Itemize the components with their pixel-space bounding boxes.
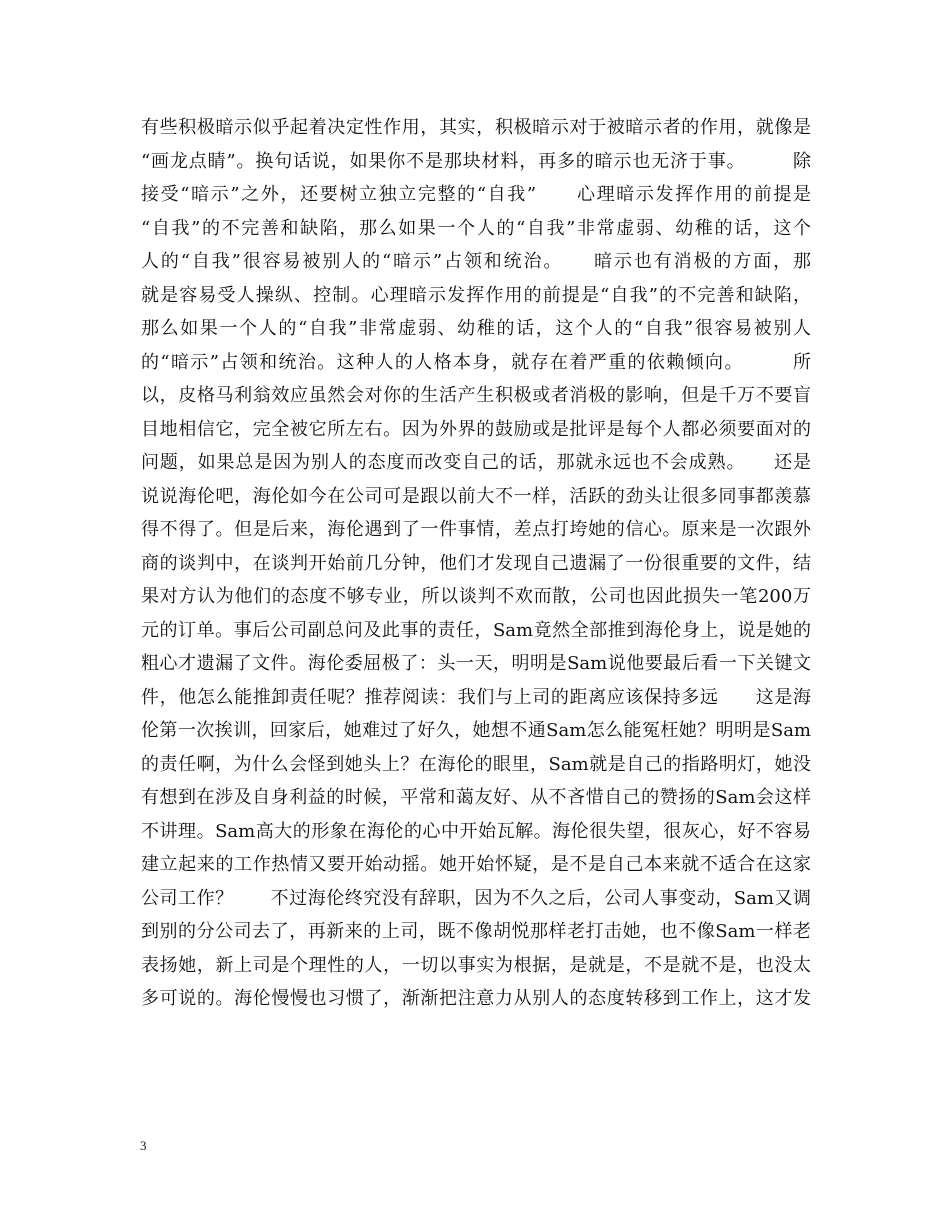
body-line: 接受“暗示”之外，还要树立独立完整的“自我” 心理暗示发挥作用的前提是 [141,184,811,205]
body-line: 公司工作？ 不过海伦终究没有辞职，因为不久之后，公司人事变动，Sam又调 [141,887,811,909]
body-line: “画龙点睛”。换句话说，如果你不是那块材料，再多的暗示也无济于事。 除 [141,150,811,172]
body-line: 说说海伦吧，海伦如今在公司可是跟以前大不一样，活跃的劲头让很多同事都羡慕 [141,485,811,507]
body-line: 有想到在涉及自身利益的时候，平常和蔼友好、从不吝惜自己的赞扬的Sam会这样 [141,787,811,808]
body-line: 那么如果一个人的“自我”非常虚弱、幼稚的话，这个人的“自我”很容易被别人 [141,318,811,339]
body-line: 表扬她，新上司是个理性的人，一切以事实为根据，是就是，不是就不是，也没太 [141,954,811,976]
body-line: 问题，如果总是因为别人的态度而改变自己的话，那就永远也不会成熟。 还是 [141,452,811,473]
body-line: 的责任啊，为什么会怪到她头上？在海伦的眼里，Sam就是自己的指路明灯，她没 [141,753,811,775]
body-line: 不讲理。Sam高大的形象在海伦的心中开始瓦解。海伦很失望，很灰心，好不容易 [141,820,811,842]
body-line: 目地相信它，完全被它所左右。因为外界的鼓励或是批评是每个人都必须要面对的 [141,418,811,440]
body-line: 多可说的。海伦慢慢也习惯了，渐渐把注意力从别人的态度转移到工作上，这才发 [141,988,811,1009]
body-line: 果对方认为他们的态度不够专业，所以谈判不欢而散，公司也因此损失一笔200万 [141,586,811,607]
page-number: 3 [140,1138,147,1153]
body-line: 就是容易受人操纵、控制。心理暗示发挥作用的前提是“自我”的不完善和缺陷， [141,284,811,306]
body-line: 有些积极暗示似乎起着决定性作用，其实，积极暗示对于被暗示者的作用，就像是 [141,117,811,138]
body-line: 件，他怎么能推卸责任呢？推荐阅读：我们与上司的距离应该保持多远 这是海 [141,686,811,708]
body-line: 人的“自我”很容易被别人的“暗示”占领和统治。 暗示也有消极的方面，那 [141,251,811,272]
body-line: 的“暗示”占领和统治。这种人的人格本身，就存在着严重的依赖倾向。 所 [141,351,811,373]
body-line: 到别的分公司去了，再新来的上司，既不像胡悦那样老打击她，也不像Sam一样老 [141,921,811,942]
body-line: 伦第一次挨训，回家后，她难过了好久，她想不通Sam怎么能冤枉她？明明是Sam [141,720,811,741]
body-line: 以，皮格马利翁效应虽然会对你的生活产生积极或者消极的影响，但是千万不要盲 [141,385,811,406]
body-line: 元的订单。事后公司副总问及此事的责任，Sam竟然全部推到海伦身上，说是她的 [141,619,811,641]
body-line: 得不得了。但是后来，海伦遇到了一件事情，差点打垮她的信心。原来是一次跟外 [141,519,811,540]
body-line: “自我”的不完善和缺陷，那么如果一个人的“自我”非常虚弱、幼稚的话，这个 [141,217,811,239]
body-line: 建立起来的工作热情又要开始动摇。她开始怀疑，是不是自己本来就不适合在这家 [141,854,811,875]
body-line: 粗心才遗漏了文件。海伦委屈极了：头一天，明明是Sam说他要最后看一下关键文 [141,653,811,674]
body-line: 商的谈判中，在谈判开始前几分钟，他们才发现自己遗漏了一份很重要的文件，结 [141,552,811,574]
document-body [141,111,811,1016]
